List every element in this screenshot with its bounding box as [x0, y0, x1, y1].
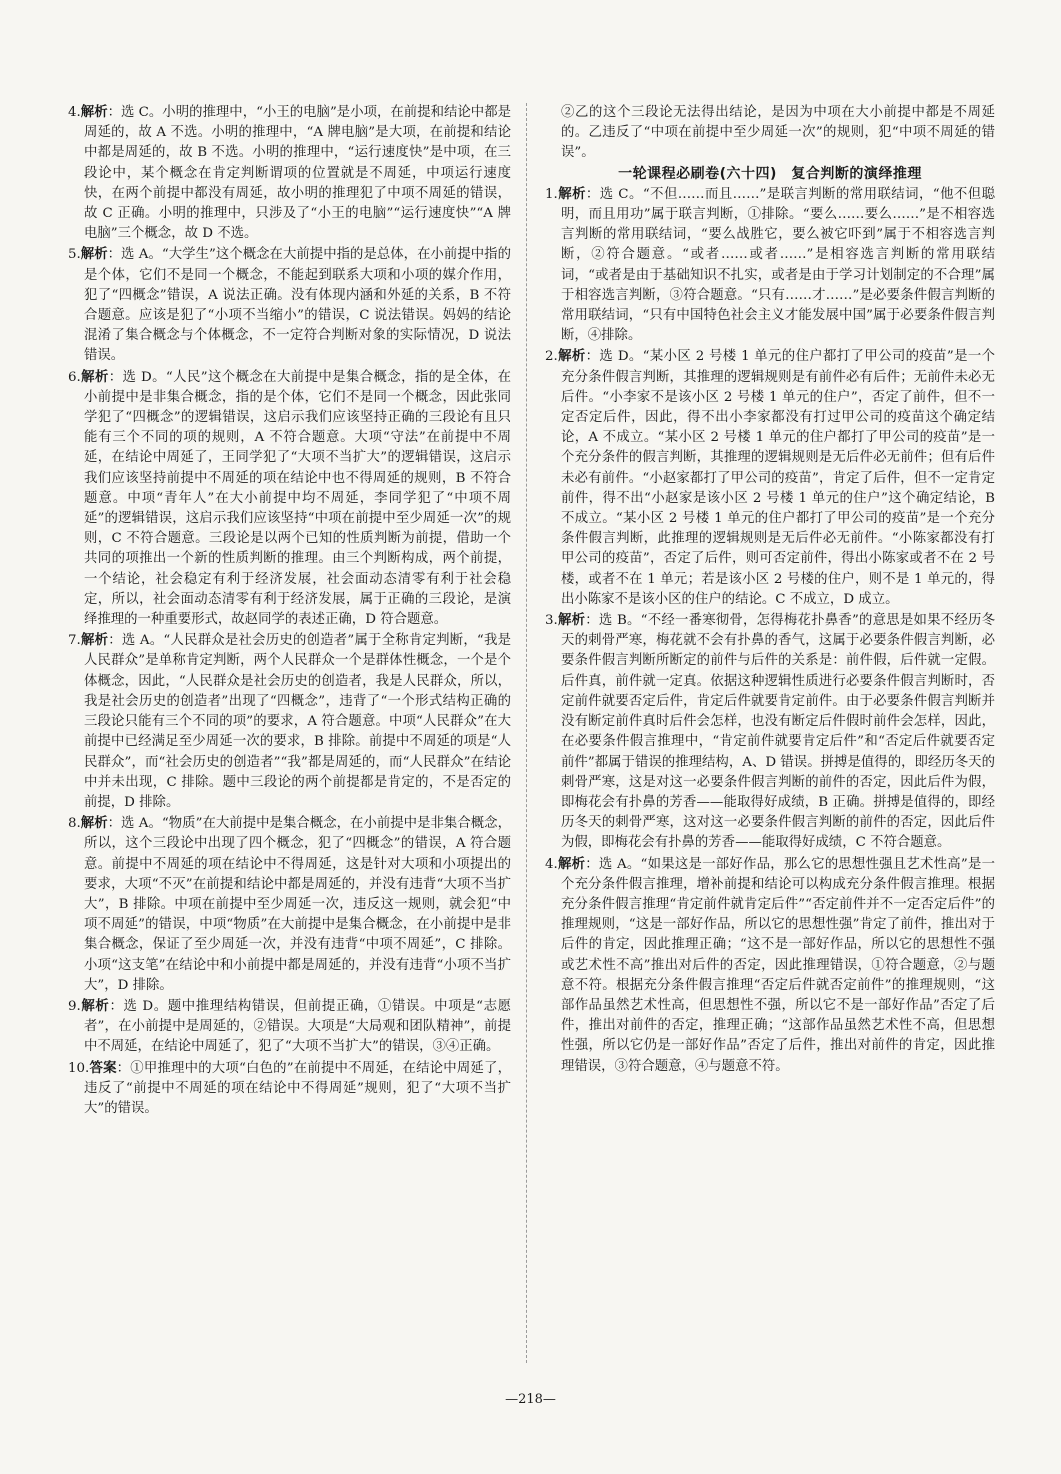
continuation-text: ②乙的这个三段论无法得出结论，是因为中项在大小前提中都是不周延的。乙违反了“中项在前提中至少周延一次”的规则，犯“中项不周延的错误”。	[561, 105, 995, 161]
answer-item-4	[68, 103, 511, 244]
item-text: ：选 D。题中推理结构错误，但前提正确，①错误。中项是“志愿者”，在小前提中是周延的，②错误。大项是“大局观和团队精神”，前提中不周延，在结论中周延了，犯了“大项不当扩大”的错误，③④正确。	[84, 998, 512, 1055]
item-text: ：选 C。小明的推理中，“小王的电脑”是小项，在前提和结论中都是周延的，故 A 不选。小明的推理中，“A 牌电脑”是大项，在前提和结论中都是周延的，故 B 不选。小明的推理中，“运行速度快”是中项，在三段论中，某个概念在肯定判断谓项的位置就是不周延，中项运行速度快，在两个前提中都没有周延，故小明的推理犯了中项不周延的错误，故 C 正确。小明的推理中，只涉及了“小王的电脑”“运行速度快”“A 牌电脑”三个概念，故 D 不选。	[84, 105, 511, 242]
answer-item-9	[68, 997, 511, 1058]
item-text: ：①甲推理中的大项“白色的”在前提中不周延，在结论中周延了，违反了“前提中不周延的项在结论中不得周延”规则，犯了“大项不当扩大”的错误。	[84, 1060, 511, 1116]
item-number: 2.	[545, 349, 558, 365]
item-number: 10.	[68, 1060, 90, 1076]
item-number: 4.	[68, 105, 81, 120]
right-column	[545, 103, 995, 1078]
item-text: ：选 A。“如果这是一部好作品，那么它的思想性强且艺术性高”是一个充分条件假言推理，增补前提和结论可以构成充分条件假言推理。根据充分条件假言推理“肯定前件就肯定后件”“否定前件并不一定否定后件”的推理规则，“这是一部好作品，所以它的思想性强”肯定了前件，推出对于后件的肯定，因此推理正确；“这不是一部好作品，所以它的思想性不强或艺术性不高”推出对后件的否定，因此推理错误，①符合题意，②与题意不符。根据充分条件假言推理“否定后件就否定前件”的推理规则，“这部作品虽然艺术性高，但思想性不强，所以它不是一部好作品”否定了后件，推出对前件的否定，推理正确；“这部作品虽然艺术性不高，但思想性强，所以它仍是一部好作品”否定了后件，推出对前件的肯定，因此推理错误，③符合题意，④与题意不符。	[561, 856, 995, 1074]
item-text: ：选 B。“不经一番寒彻骨，怎得梅花扑鼻香”的意思是如果不经历冬天的刺骨严寒，梅花就不会有扑鼻的香气，这属于必要条件假言判断，必要条件假言判断所断定的前件与后件的关系是：前件假，后件就一定假。后件真，前件就一定真。依据这种逻辑性质进行必要条件假言判断时，否定前件就要否定后件，肯定后件就要肯定前件。由于必要条件假言判断并没有断定前件真时后件会怎样，也没有断定后件假时前件会怎样，因此，在必要条件假言推理中，“肯定前件就要肯定后件”和“否定后件就要否定前件”都属于错误的推理结构，A、D 错误。拼搏是值得的，即经历冬天的刺骨严寒，这是对这一必要条件假言判断的前件的否定，因此后件为假，即梅花会有扑鼻的芳香——能取得好成绩，B 正确。拼搏是值得的，即经历冬天的刺骨严寒，这对这一必要条件假言判断的前件的否定，因此后件为假，即梅花会有扑鼻的芳香——能取得好成绩，C 不符合题意。	[561, 613, 995, 851]
item-text: ：选 C。“不但……而且……”是联言判断的常用联结词，“他不但聪明，而且用功”属于联言判断，①排除。“要么……要么……”是不相容选言判断的常用联结词，“要么战胜它，要么被它吓到”属于不相容选言判断，②符合题意。“或者……或者……”是相容选言判断的常用联结词，“或者是由于基础知识不扎实，或者是由于学习计划制定的不合理”属于相容选言判断，③符合题意。“只有……才……”是必要条件假言判断的常用联结词，“只有中国特色社会主义才能发展中国”属于必要条件假言判断，④排除。	[561, 186, 995, 344]
item-number: 8.	[68, 816, 81, 832]
item-label: 解析	[557, 613, 586, 629]
item-label: 解析	[80, 105, 108, 120]
item-number: 3.	[545, 613, 558, 629]
item-text: ：选 D。“人民”这个概念在大前提中是集合概念，指的是全体，在小前提中是非集合概念，指的是个体，它们不是同一个概念，因此张同学犯了“四概念”的逻辑错误，这启示我们应该坚持正确的三段论有且只能有三个不同的项的规则，A 不符合题意。大项“守法”在前提中不周延，在结论中周延了，王同学犯了“大项不当扩大”的逻辑错误，这启示我们应该坚持前提中不周延的项在结论中也不得周延的规则，B 不符合题意。中项“青年人”在大小前提中均不周延，李同学犯了“中项不周延”的逻辑错误，这启示我们应该坚持“中项在前提中至少周延一次”的规则，C 不符合题意。三段论是以两个已知的性质判断为前提，借助一个共同的项推出一个新的性质判断的推理。由三个判断构成，两个前提，一个结论，社会稳定有利于经济发展，社会面动态清零有利于社会稳定，所以，社会面动态清零有利于经济发展，属于正确的三段论，是演绎推理的一种重要形式，故赵同学的表述正确，D 符合题意。	[84, 369, 511, 628]
section-title: 一轮课程必刷卷(六十四) 复合判断的演绎推理	[618, 165, 922, 182]
item-label: 解析	[80, 247, 108, 263]
answer-item-r2	[545, 347, 995, 610]
answer-item-8	[68, 814, 511, 996]
item-label: 解析	[80, 633, 109, 649]
page-number: —218—	[505, 1392, 556, 1407]
column-divider	[526, 103, 527, 1363]
answer-item-r1	[545, 185, 995, 347]
item-number: 5.	[68, 247, 81, 263]
item-label: 答案	[89, 1060, 117, 1076]
answer-item-7	[68, 631, 511, 813]
left-column	[68, 103, 511, 1120]
item-number: 1.	[545, 186, 558, 202]
item-number: 9.	[68, 998, 81, 1014]
item-text: ：选 A。“大学生”这个概念在大前提中指的是总体，在小前提中指的是个体，它们不是同一个概念，不能起到联系大项和小项的媒介作用，犯了“四概念”错误，A 说法正确。没有体现内涵和外延的关系，B 不符合题意。应该是犯了“小项不当缩小”的错误，C 说法错误。妈妈的结论混淆了集合概念与个体概念，不一定符合判断对象的实际情况，D 说法错误。	[84, 247, 511, 364]
item-label: 解析	[80, 998, 110, 1014]
item-label: 解析	[80, 816, 108, 832]
item-number: 6.	[68, 369, 81, 385]
item-text: ：选 A。“人民群众是社会历史的创造者”属于全称肯定判断，“我是人民群众”是单称肯定判断，两个人民群众一个是群体性概念，一个是个体概念，因此，“人民群众是社会历史的创造者，我是人民群众，所以，我是社会历史的创造者”出现了“四概念”，违背了“一个形式结构正确的三段论只能有三个不同的项”的要求，A 符合题意。中项“人民群众”在大前提中已经满足至少周延一次的要求，B 排除。前提中不周延的项是“人民群众”，而“社会历史的创造者”“我”都是周延的，而“人民群众”在结论中并未出现，C 排除。题中三段论的两个前提都是肯定的，不是否定的前提，D 排除。	[84, 633, 511, 810]
item-number: 7.	[68, 633, 81, 649]
item-text: ：选 D。“某小区 2 号楼 1 单元的住户都打了甲公司的疫苗”是一个充分条件假言判断，其推理的逻辑规则是有前件必有后件；无前件未必无后件。“小李家不是该小区 2 号楼 1 单元的住户”，否定了前件，但不一定否定后件，因此，得不出小李家都没有打过甲公司的疫苗这个确定结论，A 不成立。“某小区 2 号楼 1 单元的住户都打了甲公司的疫苗”是一个充分条件的假言判断，其推理的逻辑规则是无后件必无前件；但有后件未必有前件。“小赵家都打了甲公司的疫苗”，肯定了后件，但不一定肯定前件，得不出“小赵家是该小区 2 号楼 1 单元的住户”这个确定结论，B 不成立。“某小区 2 号楼 1 单元的住户都打了甲公司的疫苗”是一个充分条件假言判断，此推理的逻辑规则是无后件必无前件。“小陈家都没有打甲公司的疫苗”，否定了后件，则可否定前件，得出小陈家或者不在 2 号楼，或者不在 1 单元；若是该小区 2 号楼的住户，则不是 1 单元的，得出小陈家不是该小区的住户的结论。C 不成立，D 成立。	[561, 349, 995, 607]
answer-item-r3	[545, 611, 995, 853]
item-text: ：选 A。“物质”在大前提中是集合概念，在小前提中是非集合概念，所以，这个三段论中出现了四个概念，犯了“四概念”的错误，A 符合题意。前提中不周延的项在结论中不得周延，这是针对大项和小项提出的要求，大项“不灭”在前提和结论中都是周延的，并没有违背“大项不当扩大”，B 排除。中项在前提中至少周延一次，违反这一规则，就会犯“中项不周延”的错误，中项“物质”在大前提中是集合概念，在小前提中是非集合概念，保证了至少周延一次，并没有违背“中项不周延”，C 排除。小项“这支笔”在结论中和小前提中都是周延的，并没有违背“小项不当扩大”，D 排除。	[84, 816, 511, 993]
item-label: 解析	[80, 369, 109, 385]
item-label: 解析	[557, 186, 586, 202]
answer-item-6	[68, 368, 511, 631]
answer-item-10	[68, 1059, 511, 1120]
item-label: 解析	[557, 349, 586, 365]
answer-item-5	[68, 245, 511, 366]
answer-item-r4	[545, 855, 995, 1077]
item-label: 解析	[557, 856, 586, 872]
item-number: 4.	[545, 856, 558, 872]
